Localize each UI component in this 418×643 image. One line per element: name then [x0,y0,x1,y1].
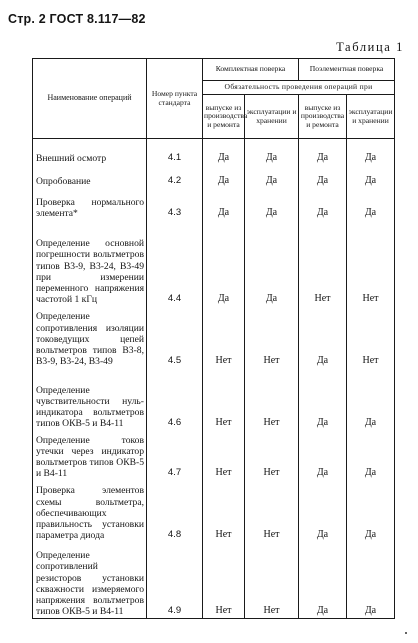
operation-complete-cell: Да [245,220,299,306]
release-element-cell: Да [299,188,347,220]
header-operation-complete: эксплуатации и хранении [245,95,299,139]
release-element-cell: Да [299,165,347,188]
operation-complete-cell: Нет [245,430,299,480]
item-number-cell: 4.5 [147,306,203,368]
operation-element-cell: Да [347,480,395,542]
table-row [33,188,395,220]
header-release-complete: выпуске из производства и ремонта [203,95,245,139]
release-complete-cell: Нет [203,480,245,542]
table-row [33,480,395,542]
release-element-cell: Да [299,430,347,480]
operation-complete-cell: Нет [245,306,299,368]
header-operation: Наименование операций [33,59,147,139]
operation-complete-cell: Да [245,165,299,188]
operation-element-cell: Да [347,368,395,430]
item-number-cell: 4.2 [147,165,203,188]
operation-name-cell: Определение сопротивления изоляции токоведущих цепей вольтметров типов В3-8, В3-9, В3-24, В3-49 [33,306,147,368]
operation-element-cell: Нет [347,220,395,306]
item-number-cell: 4.7 [147,430,203,480]
operation-complete-cell: Да [245,145,299,165]
table-row [33,165,395,188]
operation-name-cell: Внешний осмотр [33,145,147,165]
table-row [33,542,395,619]
release-complete-cell: Да [203,145,245,165]
page-mark [405,632,407,634]
release-element-cell: Да [299,306,347,368]
table-row [33,220,395,306]
release-complete-cell: Да [203,165,245,188]
header-release-element: выпуске из производства и ремонта [299,95,347,139]
operation-element-cell: Да [347,145,395,165]
operation-name-cell: Опробование [33,165,147,188]
operation-element-cell: Да [347,165,395,188]
header-item-number: Номер пункта стандарта [147,59,203,139]
operation-element-cell: Да [347,430,395,480]
page-header: Стр. 2 ГОСТ 8.117—82 [8,12,146,26]
item-number-cell: 4.3 [147,188,203,220]
release-element-cell: Да [299,368,347,430]
release-element-cell: Нет [299,220,347,306]
release-complete-cell: Нет [203,306,245,368]
operation-name-cell: Проверка элементов схемы вольтметра, обеспечивающих правильность установки параметра диода [33,480,147,542]
item-number-cell: 4.9 [147,542,203,619]
operation-name-cell: Определение токов утечки через индикатор вольтметров типов ОКВ-5 и В4-11 [33,430,147,480]
header-complete-check: Комплектная поверка [203,59,299,81]
operations-table [32,58,395,619]
operation-name-cell: Определение основной погрешности вольтметров типов В3-9, В3-24, В3-49 при измерении переменного напряжения частотой 1 кГц [33,220,147,306]
item-number-cell: 4.1 [147,145,203,165]
release-complete-cell: Нет [203,542,245,619]
release-complete-cell: Да [203,220,245,306]
item-number-cell: 4.8 [147,480,203,542]
item-number-cell: 4.6 [147,368,203,430]
release-complete-cell: Нет [203,368,245,430]
operation-name-cell: Определение сопротивлений резисторов установки скважности измеряемого напряжения вольтметров типов ОКВ-5 и В4-11 [33,542,147,619]
release-complete-cell: Да [203,188,245,220]
release-element-cell: Да [299,480,347,542]
operation-element-cell: Нет [347,306,395,368]
operation-complete-cell: Нет [245,480,299,542]
operation-name-cell: Определение чувствительности нуль-индикатора вольтметров типов ОКВ-5 и В4-11 [33,368,147,430]
operation-element-cell: Да [347,542,395,619]
table-row [33,145,395,165]
operation-complete-cell: Нет [245,368,299,430]
table-row [33,306,395,368]
table-row [33,368,395,430]
operation-element-cell: Да [347,188,395,220]
release-element-cell: Да [299,145,347,165]
item-number-cell: 4.4 [147,220,203,306]
operation-complete-cell: Да [245,188,299,220]
operation-name-cell: Проверка нормального элемента* [33,188,147,220]
operation-complete-cell: Нет [245,542,299,619]
table-caption: Таблица 1 [336,40,404,54]
header-mandatory: Обязательность проведения операций при [203,81,395,95]
header-operation-element: эксплуатации и хранении [347,95,395,139]
table-row [33,430,395,480]
release-complete-cell: Нет [203,430,245,480]
release-element-cell: Да [299,542,347,619]
header-element-check: Поэлементная поверка [299,59,395,81]
operations-table-wrapper [32,58,395,619]
